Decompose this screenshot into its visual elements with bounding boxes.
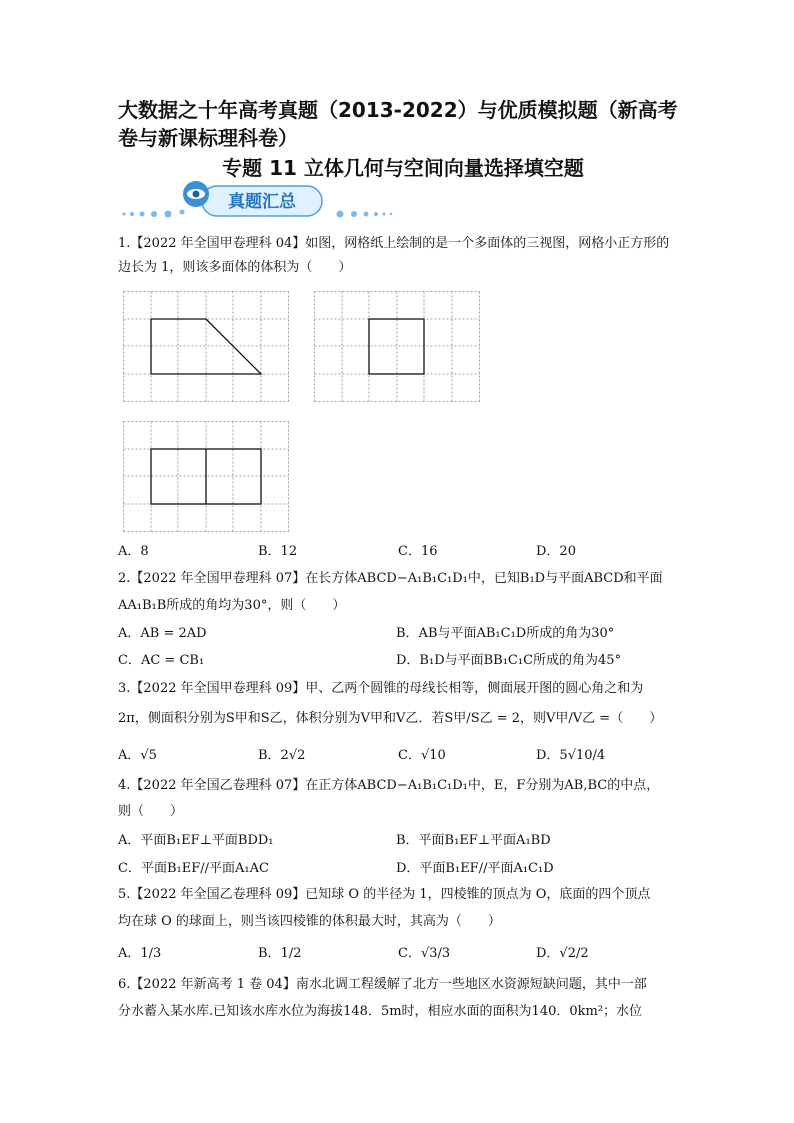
question-3-line-2: 2π，侧面积分别为S甲和S乙，体积分别为V甲和V乙．若S甲/S乙 = 2，则V甲/V乙 =（ ）: [118, 711, 663, 726]
q5-option-a: A．1/3: [118, 946, 162, 961]
q2-option-c: C．AC = CB₁: [118, 653, 205, 668]
q3-option-c: C．√10: [398, 748, 446, 763]
question-6-line-1: 6.【2022 年新高考 1 卷 04】南水北调工程缓解了北方一些地区水资源短缺问题，其中一部: [118, 977, 647, 992]
q4-option-d: D．平面B₁EF//平面A₁C₁D: [396, 861, 554, 876]
q2-option-d: D．B₁D与平面BB₁C₁C所成的角为45°: [396, 653, 622, 668]
q2-option-b: B．AB与平面AB₁C₁D所成的角为30°: [396, 626, 615, 641]
question-4-line-1: 4.【2022 年全国乙卷理科 07】在正方体ABCD−A₁B₁C₁D₁中，E，F分别为AB,BC的中点，: [118, 778, 660, 793]
q3-option-d: D．5√10/4: [536, 748, 606, 763]
q5-option-b: B．1/2: [258, 946, 302, 961]
q4-option-a: A．平面B₁EF⊥平面BDD₁: [118, 833, 274, 848]
document-title: 大数据之十年高考真题（2013-2022）与优质模拟题（新高考卷与新课标理科卷）: [118, 98, 678, 150]
question-6-line-2: 分水蓄入某水库.已知该水库水位为海拔148．5m时，相应水面的面积为140．0km²；水位: [118, 1004, 643, 1019]
question-1-text: 1.【2022 年全国甲卷理科 04】如图，网格纸上绘制的是一个多面体的三视图，网格小正方形的边长为 1，则该多面体的体积为（ ）: [118, 236, 670, 275]
question-2-line-1: 2.【2022 年全国甲卷理科 07】在长方体ABCD−A₁B₁C₁D₁中，已知B₁D与平面ABCD和平面: [118, 571, 663, 586]
banner-text: 真题汇总: [228, 192, 296, 212]
question-5-line-2: 均在球 O 的球面上，则当该四棱锥的体积最大时，其高为（ ）: [118, 914, 501, 929]
q1-option-c: C．16: [398, 544, 438, 559]
q1-option-d: D．20: [536, 544, 576, 559]
banner-dots-right: [337, 211, 393, 218]
q1-option-a: A．8: [118, 544, 149, 559]
q4-option-b: B．平面B₁EF⊥平面A₁BD: [396, 833, 551, 848]
q5-option-c: C．√3/3: [398, 946, 451, 961]
question-4-line-2: 则（ ）: [118, 804, 184, 819]
side-view-square: [369, 319, 424, 374]
section-banner: [118, 178, 408, 222]
eye-icon: [183, 181, 209, 207]
q3-option-a: A．√5: [118, 748, 157, 763]
top-view-rectangles: [151, 449, 261, 504]
document-subtitle: 专题 11 立体几何与空间向量选择填空题: [222, 156, 584, 180]
front-view-trapezoid: [151, 319, 261, 374]
question-2-line-2: AA₁B₁B所成的角均为30°，则（ ）: [118, 598, 346, 613]
question-3-line-1: 3.【2022 年全国甲卷理科 09】甲、乙两个圆锥的母线长相等，侧面展开图的圆心角之和为: [118, 681, 644, 696]
q2-option-a: A．AB = 2AD: [118, 626, 207, 641]
q1-option-b: B．12: [258, 544, 298, 559]
q3-option-b: B．2√2: [258, 748, 306, 763]
side-view-grid: [314, 291, 480, 402]
banner-dots-left: [123, 210, 185, 218]
q5-option-d: D．√2/2: [536, 946, 589, 961]
question-5-line-1: 5.【2022 年全国乙卷理科 09】已知球 O 的半径为 1，四棱锥的顶点为 O，底面的四个顶点: [118, 887, 651, 902]
q4-option-c: C．平面B₁EF//平面A₁AC: [118, 861, 269, 876]
front-view-grid: [123, 291, 289, 402]
top-view-grid: [123, 421, 289, 532]
